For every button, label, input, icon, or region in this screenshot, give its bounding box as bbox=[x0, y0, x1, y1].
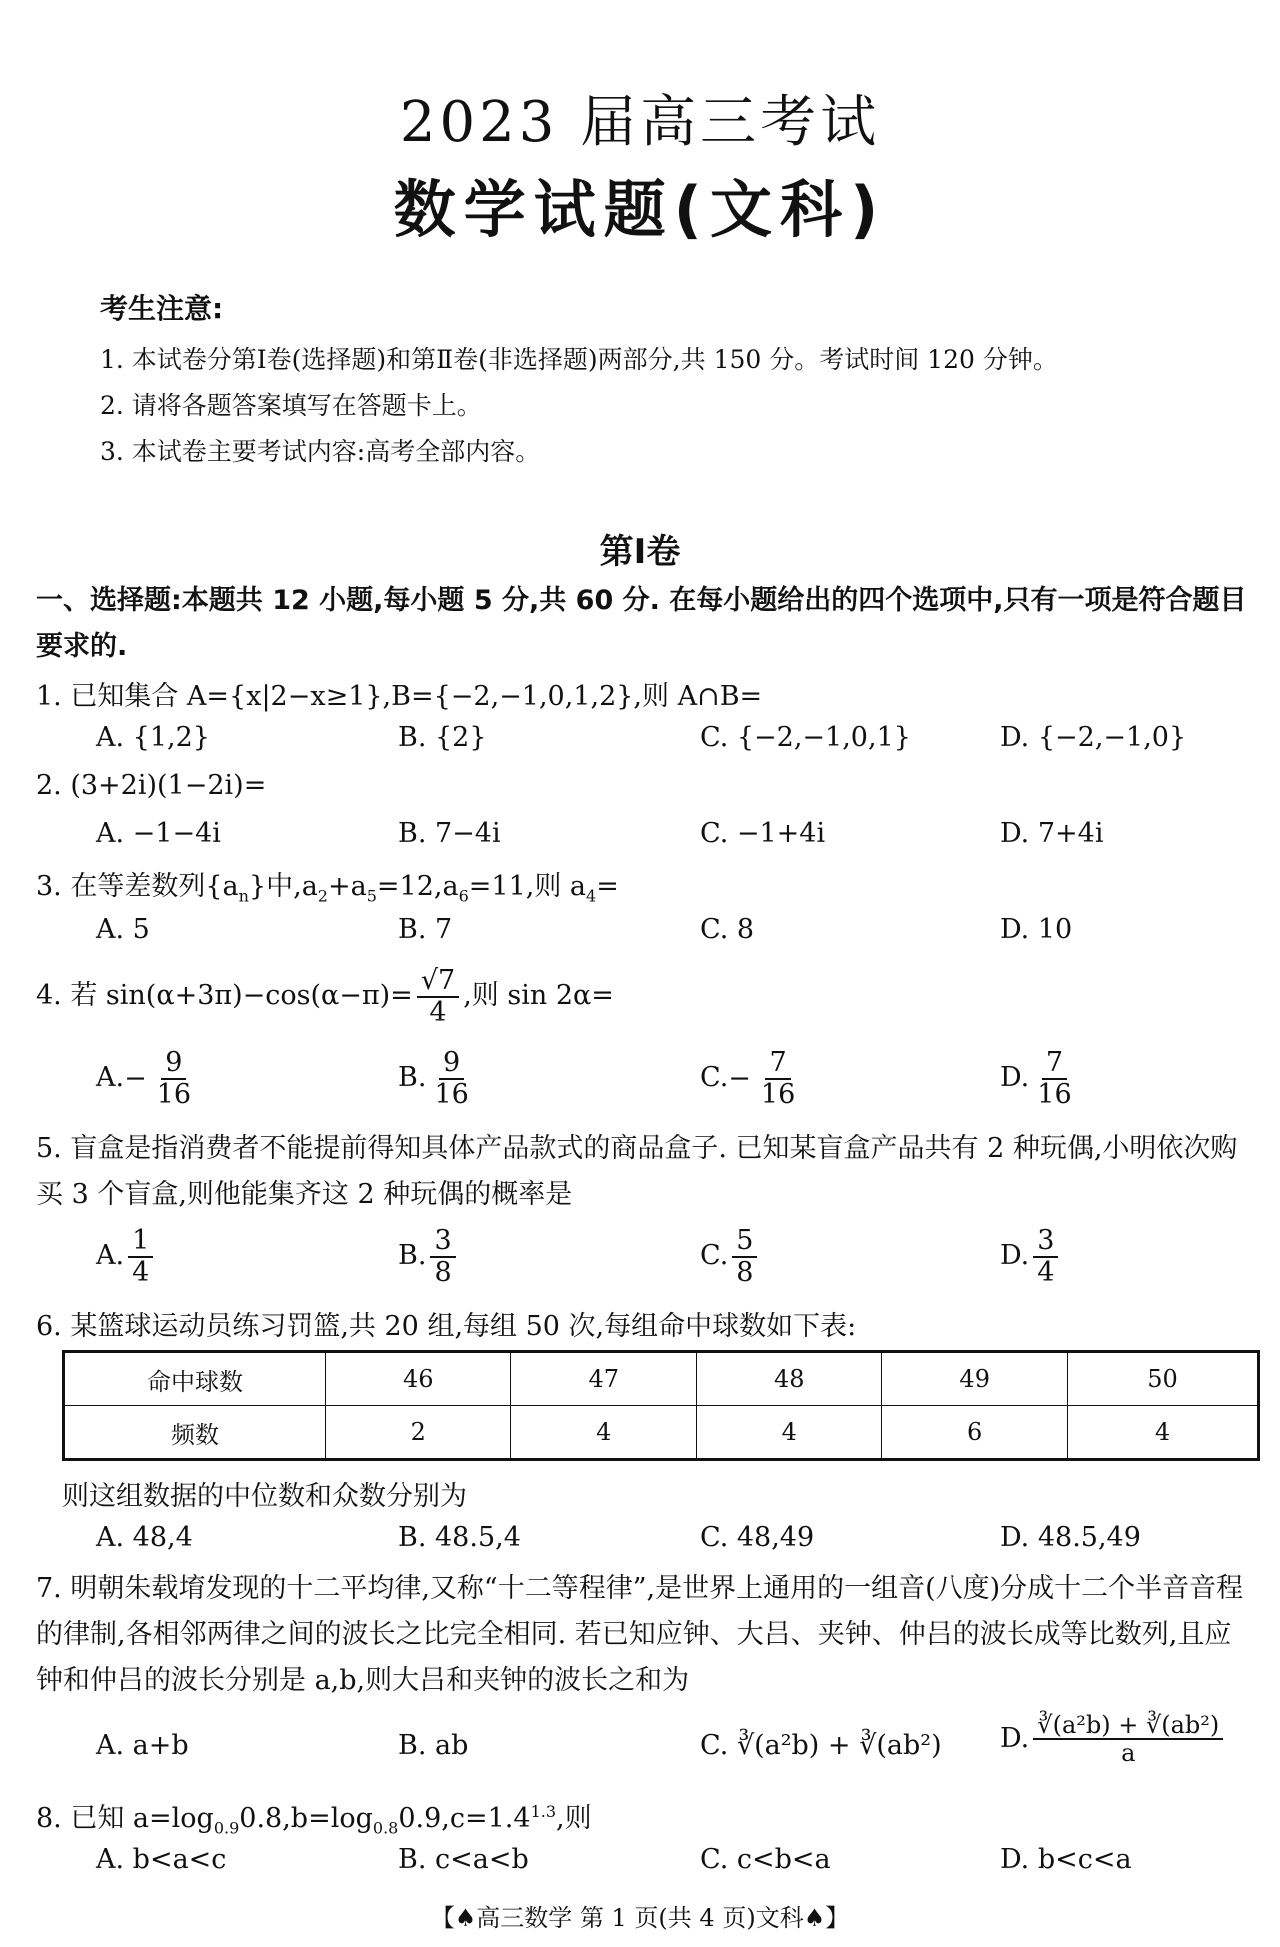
table-cell: 2 bbox=[326, 1406, 511, 1460]
question-8-stem: 8. 已知 $a=\log_{0.9}0.8,b=\log_{0.8}0.9,c=1.4^{1.3}$,则 bbox=[36, 1802, 592, 1838]
q4-stem-fraction: $\frac{√7}{4}$ bbox=[417, 966, 459, 1027]
table-row-label: 命中球数 bbox=[64, 1352, 326, 1406]
exam-title-year: 2023 届高三考试 bbox=[399, 90, 881, 155]
q8-option-b: B. c<a<b bbox=[398, 1844, 529, 1875]
q2-option-b: B. 7−4i bbox=[398, 818, 501, 849]
question-4-stem: 4. 若 sin(α+3π)−cos(α−π)= $\frac{√7}{4}$ ,则 sin 2α= bbox=[36, 965, 614, 1028]
q6-option-a: A. 48,4 bbox=[96, 1522, 193, 1553]
q1-option-c: C. {−2,−1,0,1} bbox=[700, 722, 911, 753]
q4-option-d: D. $\frac{7}{16}$ bbox=[1000, 1047, 1072, 1110]
table-cell: 4 bbox=[1067, 1406, 1258, 1460]
q5-option-c: C. $\frac{5}{8}$ bbox=[700, 1226, 761, 1287]
notice-item-1: 1. 本试卷分第Ⅰ卷(选择题)和第Ⅱ卷(非选择题)两部分,共 150 分。考试时间 120 分钟。 bbox=[100, 345, 1058, 374]
q7-option-a: A. a+b bbox=[96, 1730, 189, 1761]
q4-option-a: A.− $\frac{9}{16}$ bbox=[96, 1047, 192, 1110]
notice-heading: 考生注意: bbox=[100, 292, 224, 325]
q1-option-d: D. {−2,−1,0} bbox=[1000, 722, 1187, 753]
hit-frequency-table bbox=[62, 1350, 1260, 1461]
q1-option-b: B. {2} bbox=[398, 722, 487, 753]
page-footer: 【♠高三数学 第 1 页(共 4 页)文科♠】 bbox=[430, 1904, 850, 1932]
question-6-stem: 6. 某篮球运动员练习罚篮,共 20 组,每组 50 次,每组命中球数如下表: bbox=[36, 1311, 857, 1342]
q2-option-a: A. −1−4i bbox=[96, 818, 221, 849]
question-5-stem: 5. 盲盒是指消费者不能提前得知具体产品款式的商品盒子. 已知某盲盒产品共有 2 种玩偶,小明依次购买 3 个盲盒,则他能集齐这 2 种玩偶的概率是 bbox=[36, 1133, 1238, 1210]
table-cell: 6 bbox=[882, 1406, 1067, 1460]
q5-option-a: A. $\frac{1}{4}$ bbox=[96, 1226, 157, 1287]
question-2-stem: 2. (3+2i)(1−2i)= bbox=[36, 770, 267, 801]
table-cell: 46 bbox=[326, 1352, 511, 1406]
table-cell: 4 bbox=[511, 1406, 696, 1460]
question-6-follow: 则这组数据的中位数和众数分别为 bbox=[62, 1481, 467, 1512]
table-row-label: 频数 bbox=[64, 1406, 326, 1460]
q5-option-b: B. $\frac{3}{8}$ bbox=[398, 1226, 460, 1287]
question-3-stem: 3. 在等差数列$\{a_n\}$中$,a_2+a_5=12,a_6=11$,则 $a_4=$ bbox=[36, 871, 619, 906]
q6-option-d: D. 48.5,49 bbox=[1000, 1522, 1141, 1553]
q8-option-d: D. b<c<a bbox=[1000, 1844, 1132, 1875]
table-row bbox=[64, 1406, 1259, 1460]
q1-option-a: A. {1,2} bbox=[96, 722, 210, 753]
section-heading: 一、选择题:本题共 12 小题,每小题 5 分,共 60 分. 在每小题给出的四个选项中,只有一项是符合题目要求的. bbox=[36, 585, 1247, 662]
volume-title: 第Ⅰ卷 bbox=[599, 532, 681, 572]
question-1-stem: 1. 已知集合 A={x|2−x≥1},B={−2,−1,0,1,2},则 A∩B= bbox=[36, 681, 763, 712]
q7-option-c: C. ∛(a²b) + ∛(ab²) bbox=[700, 1730, 942, 1761]
notice-item-2: 2. 请将各题答案填写在答题卡上。 bbox=[100, 391, 482, 420]
table-cell: 4 bbox=[696, 1406, 881, 1460]
q7-option-d: D. $\frac{\text{∛(a²b) + ∛(ab²)}}{a}$ bbox=[1000, 1712, 1227, 1767]
notice-item-3: 3. 本试卷主要考试内容:高考全部内容。 bbox=[100, 437, 541, 466]
table-cell: 48 bbox=[696, 1352, 881, 1406]
q8-option-c: C. c<b<a bbox=[700, 1844, 831, 1875]
q8-option-a: A. b<a<c bbox=[96, 1844, 227, 1875]
q6-option-b: B. 48.5,4 bbox=[398, 1522, 521, 1553]
table-cell: 50 bbox=[1067, 1352, 1258, 1406]
q3-option-c: C. 8 bbox=[700, 914, 755, 945]
table-row bbox=[64, 1352, 1259, 1406]
q2-option-d: D. 7+4i bbox=[1000, 818, 1104, 849]
q3-option-d: D. 10 bbox=[1000, 914, 1073, 945]
q4-option-c: C.− $\frac{7}{16}$ bbox=[700, 1047, 796, 1110]
q3-option-a: A. 5 bbox=[96, 914, 150, 945]
q3-option-b: B. 7 bbox=[398, 914, 453, 945]
table-cell: 47 bbox=[511, 1352, 696, 1406]
q5-option-d: D. $\frac{3}{4}$ bbox=[1000, 1226, 1062, 1287]
q6-option-c: C. 48,49 bbox=[700, 1522, 815, 1553]
q7-option-b: B. ab bbox=[398, 1730, 469, 1761]
q4-option-b: B. $\frac{9}{16}$ bbox=[398, 1047, 469, 1110]
exam-title-subject: 数学试题(文科) bbox=[393, 173, 887, 246]
q2-option-c: C. −1+4i bbox=[700, 818, 826, 849]
question-7-stem: 7. 明朝朱载堉发现的十二平均律,又称“十二等程律”,是世界上通用的一组音(八度)分成十二个半音音程的律制,各相邻两律之间的波长之比完全相同. 若已知应钟、大吕、夹钟、仲吕的波长成等比数列,且应钟和仲吕的波长分别是 a,b,则大吕和夹钟的波长之和为 bbox=[36, 1573, 1244, 1696]
table-cell: 49 bbox=[882, 1352, 1067, 1406]
